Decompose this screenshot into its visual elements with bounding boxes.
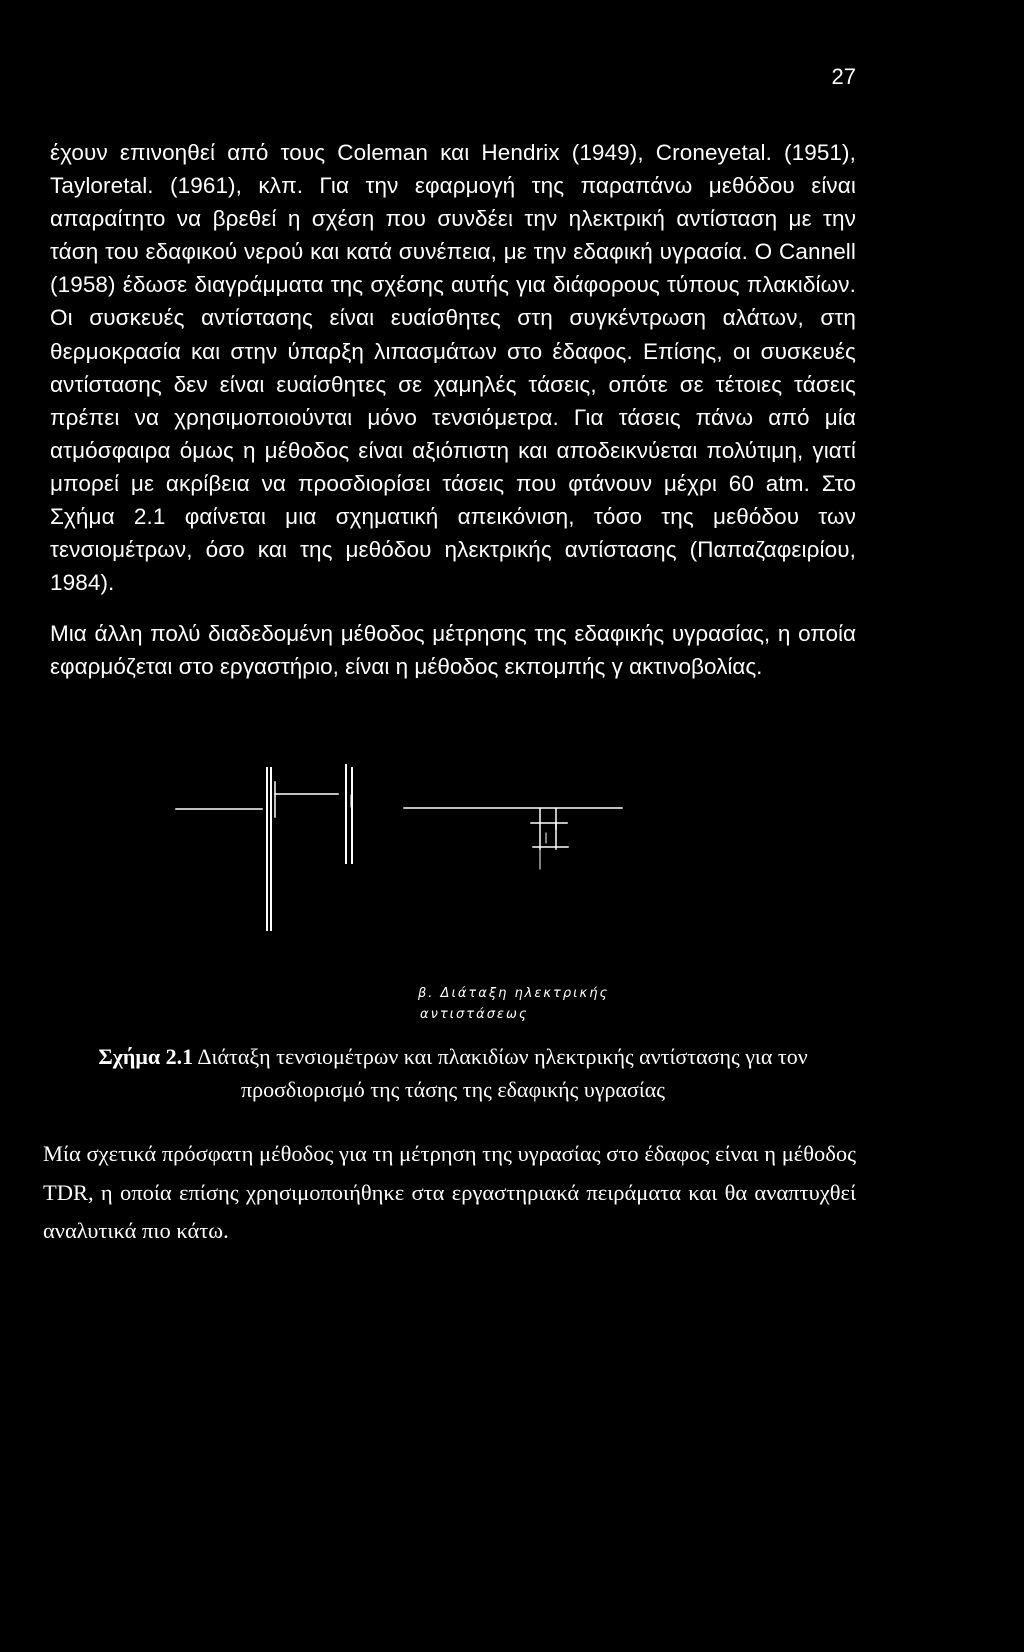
figure-sublabel-line-2: αντιστάσεως: [420, 1007, 529, 1022]
figure-caption: [50, 1040, 856, 1106]
body-paragraph-1: έχουν επινοηθεί από τους Coleman και Hendrix (1949), Croneyetal. (1951), Tayloretal. (1961), κλπ. Για την εφαρμογή της παραπάνω μεθόδου είναι απαραίτητο να βρεθεί η σχέση που συνδέει την ηλεκτρική αντίσταση με την τάση του εδαφικού νερού και κατά συνέπεια, με την εδαφική υγρασία. Ο Cannell (1958) έδωσε διαγράμματα της σχέσης αυτής για διάφορους τύπους πλακιδίων. Οι συσκευές αντίστασης είναι ευαίσθητες στη συγκέντρωση αλάτων, στη θερμοκρασία και στην ύπαρξη λιπασμάτων στο έδαφος. Επίσης, οι συσκευές αντίστασης δεν είναι ευαίσθητες σε χαμηλές τάσεις, οπότε σε τέτοιες τάσεις πρέπει να χρησιμοποιούνται μόνο τενσιόμετρα. Για τάσεις πάνω από μία ατμόσφαιρα όμως η μέθοδος είναι αξιόπιστη και αποδεικνύεται πολύτιμη, γιατί μπορεί με ακρίβεια να προσδιορίσει τάσεις που φτάνουν μέχρι 60 atm. Στο Σχήμα 2.1 φαίνεται μια σχηματική απεικόνιση, τόσο της μεθόδου των τενσιομέτρων, όσο και της μεθόδου ηλεκτρικής αντίστασης (Παπαζαφειρίου, 1984).: [50, 140, 856, 596]
page-number: 27: [831, 64, 856, 89]
apparatus-diagram: [0, 755, 1024, 935]
caption-number: Σχήμα 2.1: [98, 1044, 194, 1069]
body-paragraph-2: Μια άλλη πολύ διαδεδομένη μέθοδος μέτρησης της εδαφικής υγρασίας, η οποία εφαρμόζεται στο εργαστήριο, είναι η μέθοδος εκπομπής γ ακτινοβολίας.: [50, 621, 856, 680]
figure-sublabel: [418, 983, 658, 1025]
body-paragraph-3: Μία σχετικά πρόσφατη μέθοδος για τη μέτρηση της υγρασίας στο έδαφος είναι η μέθοδος TDR, η οποία επίσης χρησιμοποιήθηκε στα εργαστηριακά πειράματα και θα αναπτυχθεί αναλυτικά πιο κάτω.: [43, 1141, 856, 1243]
schematic-figure: [0, 755, 1024, 935]
caption-text: Διάταξη τενσιομέτρων και πλακιδίων ηλεκτρικής αντίστασης για τον προσδιορισμό της τάσης της εδαφικής υγρασίας: [193, 1044, 808, 1102]
figure-sublabel-line-1: β. Διάταξη ηλεκτρικής: [418, 986, 610, 1001]
